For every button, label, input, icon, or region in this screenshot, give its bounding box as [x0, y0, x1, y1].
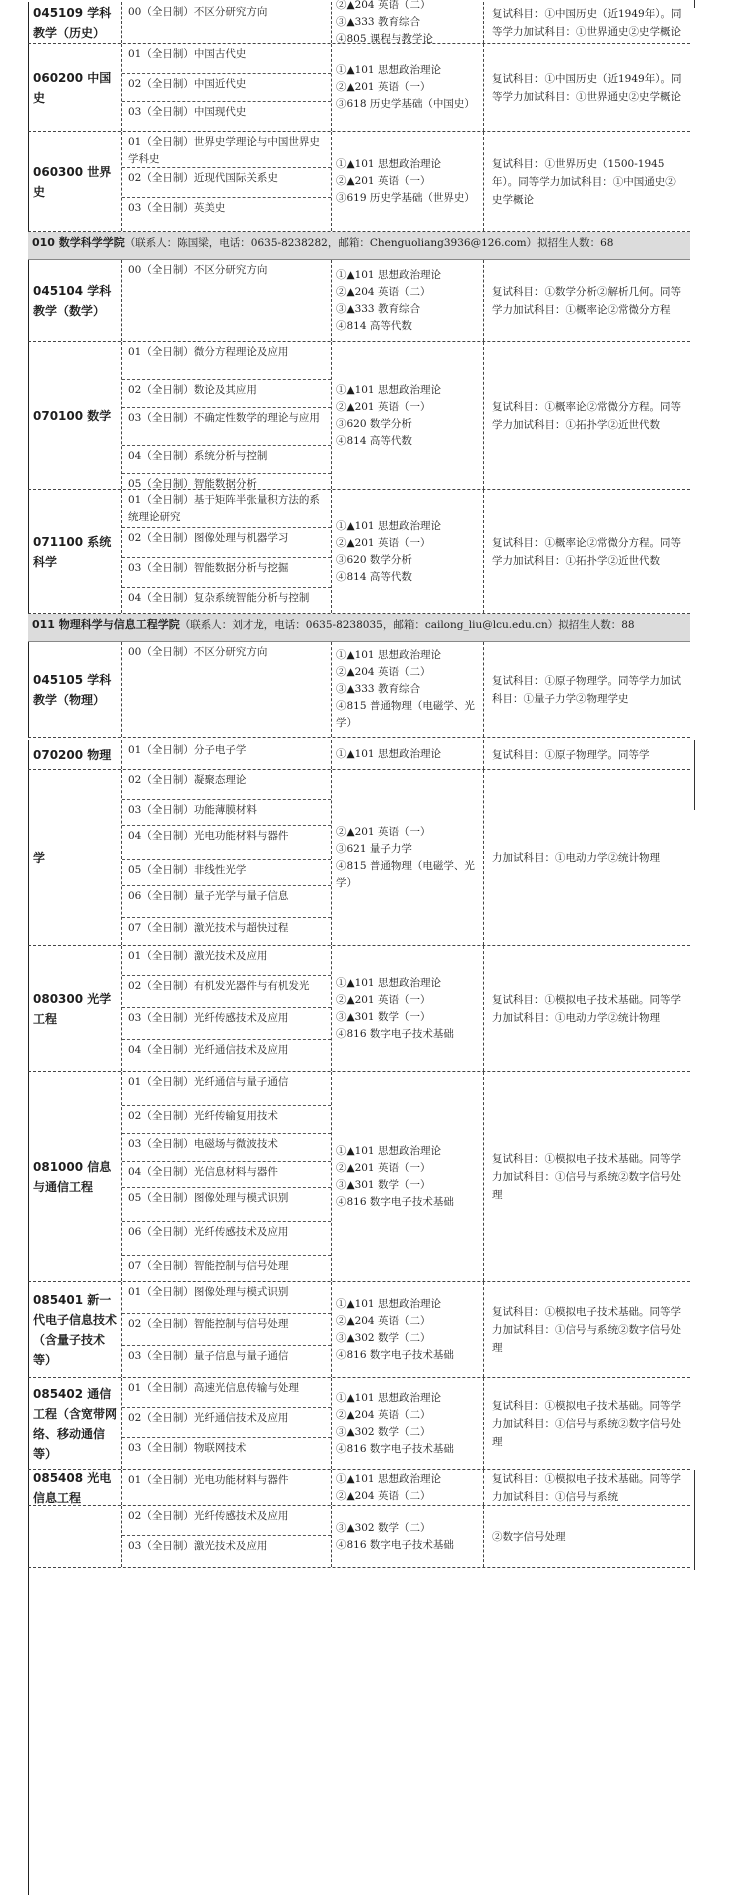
research-direction: 03（全日制）物联网技术 — [128, 1442, 247, 1454]
exam-subject: ①▲101 思想政治理论 — [336, 649, 441, 661]
program-row — [28, 2, 690, 44]
exam-subject: ①▲101 思想政治理论 — [336, 1297, 441, 1310]
research-direction: 03（全日制）不确定性数学的理论与应用 — [122, 408, 331, 446]
exam-subjects — [332, 2, 484, 43]
program-row — [28, 490, 690, 614]
research-directions — [122, 642, 332, 737]
research-direction: 07（全日制）激光技术与超快过程 — [128, 922, 289, 934]
retest-notes — [484, 44, 690, 131]
program-code: 085402 通信工程（含宽带网络、移动通信等） — [28, 1378, 122, 1469]
research-direction: 01（全日制）中国古代史 — [122, 44, 331, 74]
research-direction: 03（全日制）功能薄膜材料 — [122, 800, 331, 826]
retest-notes — [484, 490, 690, 613]
exam-subjects — [332, 1282, 484, 1377]
retest-notes-text: 复试科目：①概率论②常微分方程。同等学力加试科目：①拓扑学②近世代数 — [492, 400, 681, 431]
retest-notes — [484, 770, 690, 945]
research-directions — [122, 132, 332, 231]
exam-subject: ②▲201 英语（一） — [336, 825, 431, 838]
research-direction: 02（全日制）光纤传输复用技术 — [122, 1106, 331, 1134]
research-direction: 03（全日制）智能数据分析与挖掘 — [122, 558, 331, 588]
retest-notes-text: 复试科目：①模拟电子技术基础。同等学力加试科目：①信号与系统②数字信号处理 — [492, 1399, 681, 1448]
research-direction: 01（全日制）图像处理与模式识别 — [122, 1282, 331, 1314]
program-code: 085401 新一代电子信息技术（含量子技术等） — [28, 1282, 122, 1377]
retest-notes — [484, 260, 690, 341]
exam-subject: ④816 数字电子技术基础 — [336, 1195, 454, 1208]
research-direction: 04（全日制）系统分析与控制 — [122, 446, 331, 474]
research-direction: 02（全日制）光纤通信技术及应用 — [122, 1408, 331, 1438]
program-code: 081000 信息与通信工程 — [28, 1072, 122, 1281]
research-direction: 03（全日制）激光技术及应用 — [128, 1540, 268, 1552]
research-directions — [122, 490, 332, 613]
exam-subject: ①▲101 思想政治理论 — [336, 519, 441, 532]
department-name: 011 物理科学与信息工程学院 — [32, 618, 180, 631]
scan-edge-line — [694, 1470, 695, 1570]
research-direction: 02（全日制）光纤传感技术及应用 — [122, 1506, 331, 1536]
research-direction: 03（全日制）中国现代史 — [128, 106, 247, 118]
research-direction: 03（全日制）光纤传感技术及应用 — [122, 1008, 331, 1040]
program-code: 085408 光电信息工程 — [28, 1470, 122, 1505]
exam-subject: ①▲101 思想政治理论 — [336, 64, 441, 76]
retest-notes-text: 复试科目：①世界历史（1500-1945年）。同等学力加试科目：①中国通史②史学概论 — [492, 157, 676, 206]
retest-notes-text: 复试科目：①模拟电子技术基础。同等学力加试科目：①信号与系统 — [492, 1472, 681, 1503]
exam-subject: ④805 课程与教学论 — [336, 33, 433, 45]
program-row — [28, 946, 690, 1072]
retest-notes — [484, 1378, 690, 1469]
program-code: 080300 光学工程 — [28, 946, 122, 1071]
retest-notes-text: 复试科目：①原子物理学。同等学 — [492, 748, 650, 761]
exam-subject: ①▲101 思想政治理论 — [336, 383, 441, 396]
research-directions — [122, 770, 332, 945]
retest-notes-text: 复试科目：①模拟电子技术基础。同等学力加试科目：①电动力学②统计物理 — [492, 993, 681, 1024]
retest-notes-text: ②数字信号处理 — [492, 1530, 566, 1543]
retest-notes — [484, 342, 690, 489]
research-directions — [122, 1282, 332, 1377]
research-direction: 00（全日制）不区分研究方向 — [128, 646, 268, 658]
retest-notes-text: 复试科目：①原子物理学。同等学力加试科目：①量子力学②物理学史 — [492, 674, 681, 705]
exam-subjects — [332, 1470, 484, 1505]
research-directions — [122, 1470, 332, 1505]
exam-subject: ②▲201 英语（一） — [336, 175, 431, 187]
retest-notes-text: 复试科目：①概率论②常微分方程。同等学力加试科目：①拓扑学②近世代数 — [492, 536, 681, 567]
exam-subjects — [332, 1072, 484, 1281]
research-direction: 04（全日制）光纤通信技术及应用 — [128, 1044, 289, 1056]
exam-subject: ①▲101 思想政治理论 — [336, 1144, 441, 1157]
research-direction: 01（全日制）高速光信息传输与处理 — [122, 1378, 331, 1408]
department-info: （联系人：刘才龙，电话：0635-8238035，邮箱：cailong_liu@lcu.edu.cn）拟招生人数：88 — [179, 619, 635, 631]
exam-subject: ③618 历史学基础（中国史） — [336, 98, 475, 110]
retest-notes-text: 复试科目：①中国历史（近1949年）。同等学力加试科目：①世界通史②史学概论 — [492, 7, 682, 38]
exam-subject: ③▲302 数学（二） — [336, 1425, 431, 1438]
research-direction: 01（全日制）光电功能材料与器件 — [128, 1474, 289, 1486]
exam-subject: ②▲204 英语（二） — [336, 1408, 431, 1421]
research-direction: 02（全日制）图像处理与机器学习 — [122, 528, 331, 558]
exam-subject: ④816 数字电子技术基础 — [336, 1538, 454, 1551]
research-direction: 04（全日制）复杂系统智能分析与控制 — [128, 592, 310, 604]
program-code: 060200 中国史 — [28, 44, 122, 131]
program-code: 045104 学科教学（数学） — [28, 260, 122, 341]
research-directions — [122, 342, 332, 489]
retest-notes — [484, 740, 690, 769]
exam-subject: ③▲302 数学（二） — [336, 1521, 431, 1534]
exam-subject: ③▲302 数学（二） — [336, 1331, 431, 1344]
program-row — [28, 642, 690, 738]
exam-subject: ①▲101 思想政治理论 — [336, 268, 441, 281]
research-directions — [122, 1506, 332, 1567]
exam-subjects — [332, 490, 484, 613]
retest-notes — [484, 1282, 690, 1377]
department-name: 010 数学科学学院 — [32, 236, 125, 249]
program-row — [28, 1072, 690, 1282]
research-direction: 05（全日制）图像处理与模式识别 — [122, 1188, 331, 1222]
program-code: 045105 学科教学（物理） — [28, 642, 122, 737]
program-code: 学 — [28, 770, 122, 945]
research-direction: 02（全日制）中国近代史 — [122, 74, 331, 102]
retest-notes-text: 复试科目：①中国历史（近1949年）。同等学力加试科目：①世界通史②史学概论 — [492, 72, 682, 103]
exam-subject: ③620 数学分析 — [336, 417, 412, 430]
research-direction: 01（全日制）分子电子学 — [128, 744, 247, 756]
research-direction: 03（全日制）量子信息与量子通信 — [128, 1350, 289, 1362]
exam-subject: ③▲301 数学（一） — [336, 1010, 431, 1023]
retest-notes — [484, 1470, 690, 1505]
research-direction: 01（全日制）基于矩阵半张量积方法的系统理论研究 — [122, 490, 331, 528]
exam-subject: ②▲201 英语（一） — [336, 536, 431, 549]
program-code: 045109 学科教学（历史） — [28, 2, 122, 43]
research-direction: 02（全日制）近现代国际关系史 — [122, 168, 331, 198]
retest-notes — [484, 132, 690, 231]
exam-subject: ②▲204 英语（二） — [336, 285, 431, 298]
program-code: 070100 数学 — [28, 342, 122, 489]
research-direction: 03（全日制）英美史 — [128, 202, 226, 214]
exam-subject: ①▲101 思想政治理论 — [336, 748, 441, 760]
exam-subject: ①▲101 思想政治理论 — [336, 158, 441, 170]
research-directions — [122, 1072, 332, 1281]
exam-subject: ③621 量子力学 — [336, 842, 412, 855]
program-code: 071100 系统科学 — [28, 490, 122, 613]
exam-subject: ②▲201 英语（一） — [336, 993, 431, 1006]
research-direction: 04（全日制）光信息材料与器件 — [122, 1162, 331, 1188]
research-direction: 02（全日制）有机发光器件与有机发光 — [122, 976, 331, 1008]
program-code — [28, 1506, 122, 1567]
exam-subject: ③▲301 数学（一） — [336, 1178, 431, 1191]
exam-subjects — [332, 740, 484, 769]
program-row — [28, 1378, 690, 1470]
exam-subject: ④815 普通物理（电磁学、光学） — [336, 859, 475, 889]
research-direction: 01（全日制）光纤通信与量子通信 — [122, 1072, 331, 1106]
exam-subject: ④814 高等代数 — [336, 570, 412, 583]
exam-subject: ③▲333 教育综合 — [336, 16, 420, 28]
exam-subject: ③620 数学分析 — [336, 553, 412, 566]
program-row — [28, 260, 690, 342]
exam-subject: ③▲333 教育综合 — [336, 302, 420, 315]
exam-subject: ②▲201 英语（一） — [336, 400, 431, 413]
research-direction: 05（全日制）智能数据分析 — [128, 478, 257, 490]
exam-subject: ①▲101 思想政治理论 — [336, 1391, 441, 1404]
research-directions — [122, 1378, 332, 1469]
retest-notes-text: 复试科目：①模拟电子技术基础。同等学力加试科目：①信号与系统②数字信号处理 — [492, 1152, 681, 1201]
retest-notes — [484, 946, 690, 1071]
exam-subjects — [332, 642, 484, 737]
research-directions — [122, 260, 332, 341]
exam-subjects — [332, 1506, 484, 1567]
research-direction: 01（全日制）微分方程理论及应用 — [122, 342, 331, 380]
exam-subject: ②▲204 英语（二） — [336, 1489, 431, 1502]
research-directions — [122, 946, 332, 1071]
retest-notes-text: 复试科目：①数学分析②解析几何。同等学力加试科目：①概率论②常微分方程 — [492, 285, 681, 316]
department-header — [28, 614, 690, 642]
research-direction: 06（全日制）光纤传感技术及应用 — [122, 1222, 331, 1256]
exam-subjects — [332, 132, 484, 231]
research-direction: 06（全日制）量子光学与量子信息 — [122, 886, 331, 918]
research-direction: 04（全日制）光电功能材料与器件 — [122, 826, 331, 860]
department-header — [28, 232, 690, 260]
retest-notes — [484, 1072, 690, 1281]
program-row — [28, 770, 690, 946]
exam-subject: ③▲333 教育综合 — [336, 683, 420, 695]
program-row — [28, 1282, 690, 1378]
research-direction: 02（全日制）智能控制与信号处理 — [122, 1314, 331, 1346]
exam-subject: ④816 数字电子技术基础 — [336, 1442, 454, 1455]
exam-subject: ②▲204 英语（二） — [336, 0, 431, 11]
retest-notes — [484, 642, 690, 737]
scan-edge-line — [694, 0, 695, 8]
research-directions — [122, 44, 332, 131]
research-direction: 07（全日制）智能控制与信号处理 — [128, 1260, 289, 1272]
exam-subjects — [332, 342, 484, 489]
exam-subject: ②▲201 英语（一） — [336, 81, 431, 93]
program-row — [28, 132, 690, 232]
exam-subject: ④815 普通物理（电磁学、光学） — [336, 700, 475, 729]
exam-subject: ④816 数字电子技术基础 — [336, 1027, 454, 1040]
research-directions — [122, 2, 332, 43]
retest-notes — [484, 1506, 690, 1567]
research-directions — [122, 740, 332, 769]
exam-subject: ①▲101 思想政治理论 — [336, 976, 441, 989]
scan-edge-line — [694, 740, 695, 810]
exam-subjects — [332, 44, 484, 131]
exam-subject: ④816 数字电子技术基础 — [336, 1348, 454, 1361]
research-direction: 02（全日制）凝聚态理论 — [122, 770, 331, 800]
exam-subject: ②▲204 英语（二） — [336, 666, 431, 678]
program-code: 060300 世界史 — [28, 132, 122, 231]
exam-subject: ④814 高等代数 — [336, 319, 412, 332]
exam-subject: ①▲101 思想政治理论 — [336, 1472, 441, 1485]
exam-subject: ④814 高等代数 — [336, 434, 412, 447]
research-direction: 01（全日制）世界史学理论与中国世界史学科史 — [122, 132, 331, 168]
program-row — [28, 1470, 690, 1506]
research-direction: 03（全日制）电磁场与微波技术 — [122, 1134, 331, 1162]
research-direction: 00（全日制）不区分研究方向 — [128, 6, 268, 18]
exam-subject: ②▲201 英语（一） — [336, 1161, 431, 1174]
left-border-line — [28, 1568, 29, 1895]
program-row — [28, 740, 690, 770]
program-code: 070200 物理 — [28, 740, 122, 769]
research-direction: 02（全日制）数论及其应用 — [122, 380, 331, 408]
exam-subjects — [332, 260, 484, 341]
research-direction: 01（全日制）激光技术及应用 — [122, 946, 331, 976]
research-direction: 00（全日制）不区分研究方向 — [128, 264, 268, 276]
research-direction: 05（全日制）非线性光学 — [122, 860, 331, 886]
exam-subject: ②▲204 英语（二） — [336, 1314, 431, 1327]
retest-notes-text: 力加试科目：①电动力学②统计物理 — [492, 851, 660, 864]
retest-notes-text: 复试科目：①模拟电子技术基础。同等学力加试科目：①信号与系统②数字信号处理 — [492, 1305, 681, 1354]
program-row — [28, 44, 690, 132]
program-row — [28, 342, 690, 490]
department-info: （联系人：陈国梁，电话：0635-8238282，邮箱：Chenguoliang3936@126.com）拟招生人数：68 — [124, 237, 614, 249]
program-row — [28, 1506, 690, 1568]
exam-subjects — [332, 1378, 484, 1469]
exam-subject: ③619 历史学基础（世界史） — [336, 192, 475, 204]
exam-subjects — [332, 770, 484, 945]
retest-notes — [484, 2, 690, 43]
exam-subjects — [332, 946, 484, 1071]
